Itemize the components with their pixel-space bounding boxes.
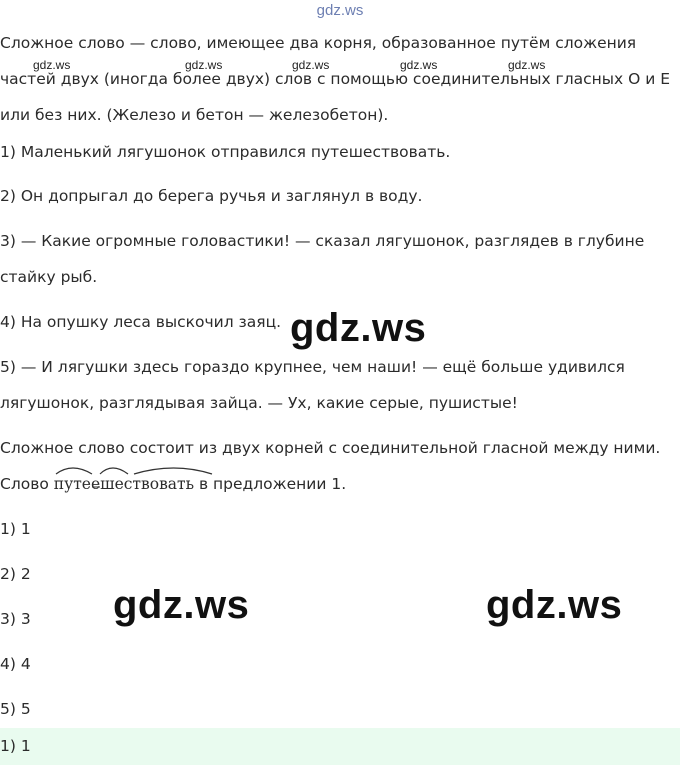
watermark-small: gdz.ws (400, 58, 438, 72)
word-suffix: ствовать (123, 475, 195, 493)
watermark-top: gdz.ws (316, 2, 364, 19)
option-2: 2) 2 (0, 565, 31, 583)
explanation-after: в предложении 1. (194, 475, 347, 493)
option-4: 4) 4 (0, 655, 31, 673)
sentence-2: 2) Он допрыгал до берега ручья и заглянул в воду. (0, 187, 423, 205)
word-root-1: путе (53, 475, 91, 493)
sentence-1: 1) Маленький лягушонок отправился путешествовать. (0, 143, 451, 161)
sentence-3: 3) — Какие огромные головастики! — сказал лягушонок, разглядев в глубине стайку рыб. (0, 232, 645, 286)
explanation-before: Сложное слово состоит из двух корней с соединительной гласной между ними. Слово (0, 439, 661, 493)
analyzed-word: путеешествовать (54, 466, 194, 502)
intro-text: Сложное слово — слово, имеющее два корня, образованное путём сложения частей двух (иногда более двух) слов с помощью соединительных гласных О и Е или без них. (Железо и бетон — железобетон). (0, 34, 671, 124)
word-root-2: ше (100, 475, 124, 493)
watermark-small: gdz.ws (292, 58, 330, 72)
watermark-small: gdz.ws (33, 58, 71, 72)
option-3: 3) 3 (0, 610, 31, 628)
watermark-small: gdz.ws (185, 58, 223, 72)
watermark-small: gdz.ws (508, 58, 546, 72)
watermark-large: gdz.ws (290, 306, 427, 350)
sentence-5: 5) — И лягушки здесь гораздо крупнее, чем наши! — ещё больше удивился лягушонок, разглядывая зайца. — Ух, какие серые, пушистые! (0, 358, 625, 412)
sentence-4: 4) На опушку леса выскочил заяц. (0, 313, 282, 331)
explanation (0, 430, 678, 502)
morpheme-marks-icon (54, 464, 214, 476)
answer-text: 1) 1 (0, 737, 31, 755)
watermark-large: gdz.ws (113, 583, 250, 627)
watermark-large: gdz.ws (486, 583, 623, 627)
option-5: 5) 5 (0, 700, 31, 718)
answer-row (0, 728, 680, 765)
option-1: 1) 1 (0, 520, 31, 538)
